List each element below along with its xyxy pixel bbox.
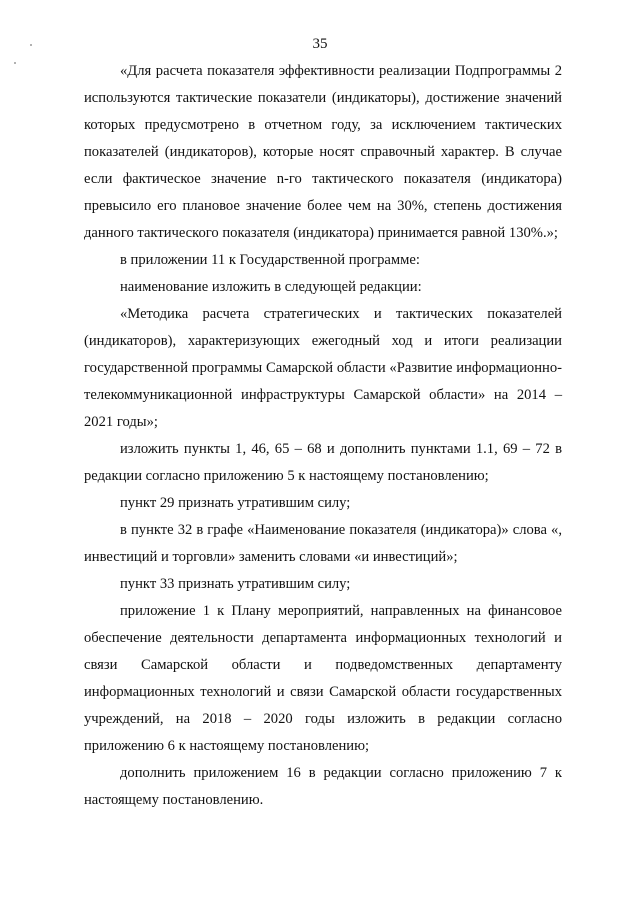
paragraph-point-32-replace: в пункте 32 в графе «Наименование показателя (индикатора)» слова «, инвестиций и торговли» заменить словами «и инвестиций»; [84,522,562,565]
paragraph-appendix-1-plan: приложение 1 к Плану мероприятий, направленных на финансовое обеспечение деятельности департамента информационных технологий и связи Самарской области и подведомственных департаменту информационных технологий и связи Самарской области государственных учреждений, на 2018 – 2020 годы изложить в редакции согласно приложению 6 к настоящему постановлению; [84,603,562,754]
paragraph-appendix-11-intro: в приложении 11 к Государственной программе: [120,252,420,268]
paragraph-point-33-void: пункт 33 признать утратившим силу; [120,576,351,592]
paragraph-efficiency-method: «Для расчета показателя эффективности реализации Подпрограммы 2 используются тактические показатели (индикаторы), достижение значений которых предусмотрено в отчетном году, за исключением тактических показателей (индикаторов), которые носят справочный характер. В случае если фактическое значение n-го тактического показателя (индикатора) превысило его плановое значение более чем на 30%, степень достижения данного тактического показателя (индикатора) принимается равной 130%.»; [84,63,562,241]
page-number: 35 [312,36,328,52]
paragraph-appendix-16-add: дополнить приложением 16 в редакции согласно приложению 7 к настоящему постановлению. [84,765,562,808]
scan-speck-left [14,62,16,64]
paragraph-name-change: наименование изложить в следующей редакции: [120,279,422,295]
paragraph-methodology-title: «Методика расчета стратегических и тактических показателей (индикаторов), характеризующих ежегодный ход и итоги реализации государственной программы Самарской области «Развитие информационно-телекоммуникационной инфраструктуры Самарской области» на 2014 – 2021 годы»; [84,306,562,430]
document-body [84,58,562,814]
paragraph-points-amendment: изложить пункты 1, 46, 65 – 68 и дополнить пунктами 1.1, 69 – 72 в редакции согласно приложению 5 к настоящему постановлению; [84,441,562,484]
paragraph-point-29-void: пункт 29 признать утратившим силу; [120,495,351,511]
